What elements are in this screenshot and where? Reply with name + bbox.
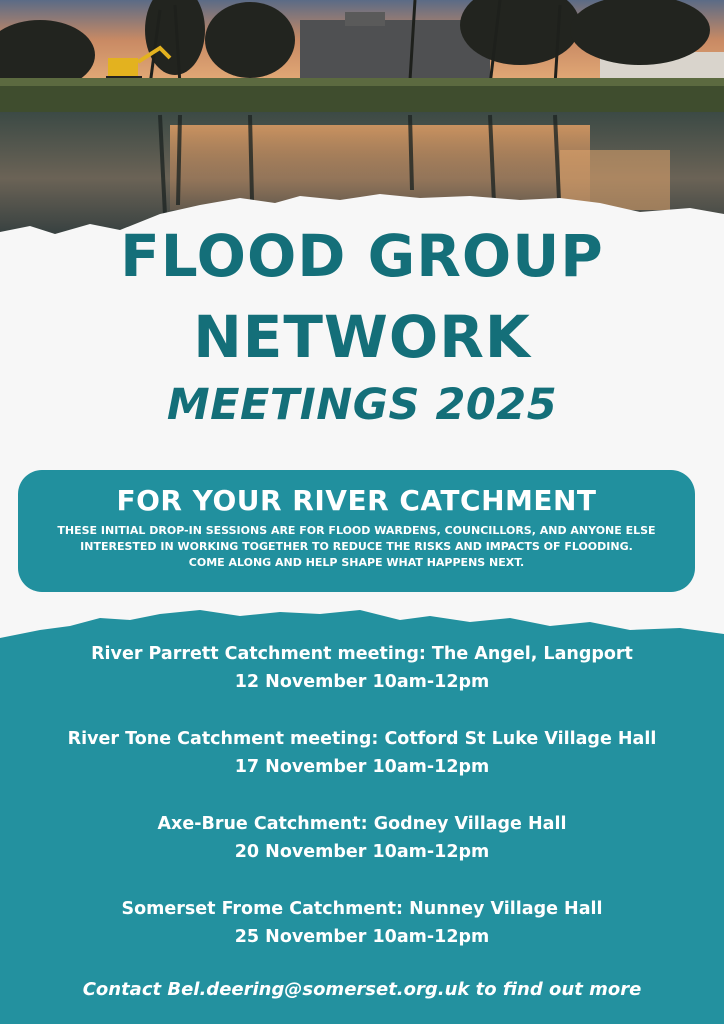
meeting-date: 25 November 10am-12pm	[234, 927, 490, 947]
river-photo-image	[0, 0, 724, 245]
title-line-2: NETWORK	[193, 303, 531, 371]
meeting-item	[0, 725, 724, 781]
meeting-item	[0, 640, 724, 696]
contact-line: Contact Bel.deering@somerset.org.uk to find out more	[82, 979, 642, 1000]
meeting-place: Somerset Frome Catchment: Nunney Village Hall	[121, 899, 603, 919]
meeting-place: Axe-Brue Catchment: Godney Village Hall	[157, 814, 567, 834]
meeting-place: River Parrett Catchment meeting: The Angel, Langport	[91, 644, 633, 664]
river-sunset-photo	[0, 0, 724, 245]
meeting-date: 20 November 10am-12pm	[234, 842, 490, 862]
meeting-item	[0, 810, 724, 866]
catchment-box-line-3: COME ALONG AND HELP SHAPE WHAT HAPPENS NEXT.	[188, 556, 525, 569]
catchment-box-heading: FOR YOUR RIVER CATCHMENT	[116, 484, 597, 517]
meeting-item	[0, 895, 724, 951]
meeting-date: 17 November 10am-12pm	[234, 757, 490, 777]
meeting-place: River Tone Catchment meeting: Cotford St Luke Village Hall	[67, 729, 657, 749]
catchment-box-line-2: INTERESTED IN WORKING TOGETHER TO REDUCE THE RISKS AND IMPACTS OF FLOODING.	[80, 540, 633, 553]
meeting-date: 12 November 10am-12pm	[234, 672, 490, 692]
catchment-box-description	[18, 523, 695, 571]
catchment-box-line-1: THESE INITIAL DROP-IN SESSIONS ARE FOR FLOOD WARDENS, COUNCILLORS, AND ANYONE ELSE	[57, 524, 656, 537]
catchment-info-box	[18, 470, 695, 592]
title-line-3: MEETINGS 2025	[166, 380, 558, 430]
title-line-1: FLOOD GROUP	[120, 222, 604, 290]
